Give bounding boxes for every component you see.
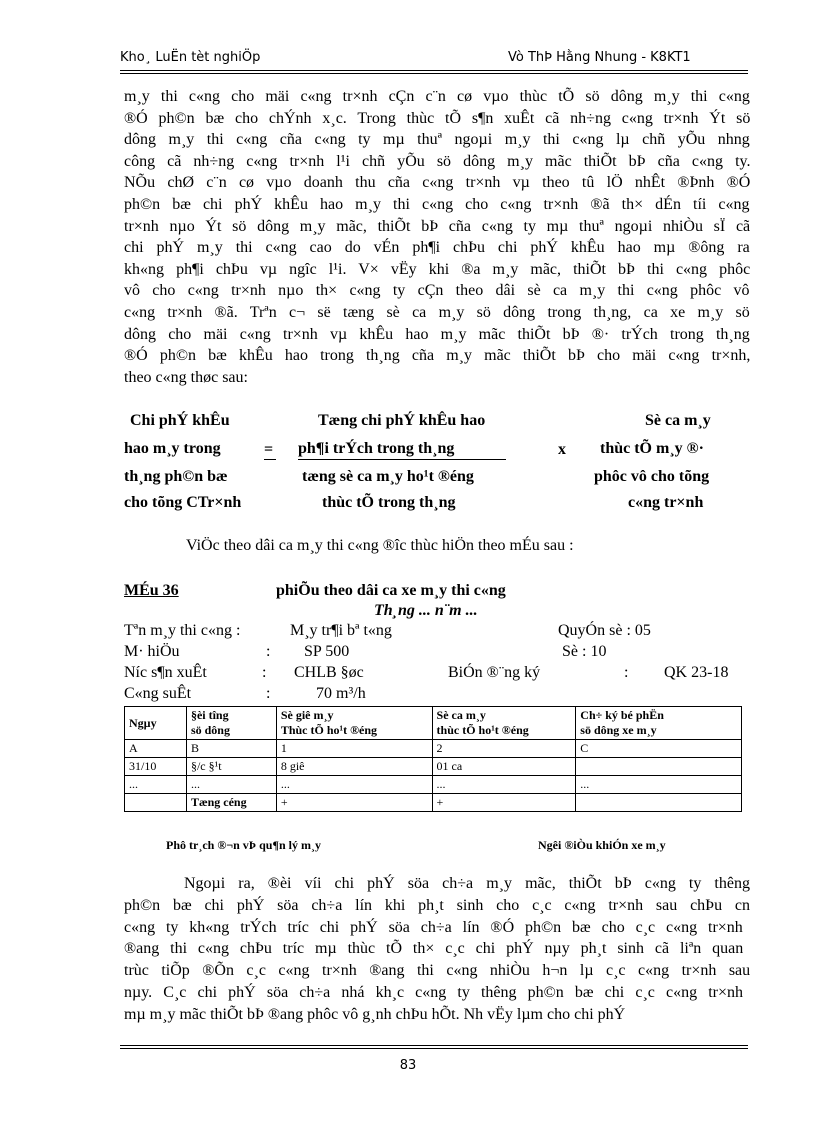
text-line: công cã nh÷ng c«ng tr×nh l¹i chñ yÕu sö dông m¸y mãc thiÕt bÞ cña c«ng ty.: [124, 152, 751, 170]
header-rule-2: [120, 73, 748, 74]
capacity-value: 70 m³/h: [316, 685, 366, 702]
formula-times: x: [558, 441, 566, 458]
table-cell: 01 ca: [432, 758, 576, 776]
text-line: theo c«ng thøc sau:: [124, 368, 248, 386]
book-number: QuyÓn sè : 05: [558, 622, 651, 639]
text-line: kh«ng ph¶i chÞu vµ ngîc l¹i. V× vËy khi ®a m¸y mãc, thiÕt bÞ thi c«ng phôc: [124, 260, 751, 278]
formula-left-line: hao m¸y trong: [124, 440, 221, 457]
origin-label: Níc s¶n xuÊt: [124, 664, 207, 681]
table-row: [125, 740, 742, 758]
table-cell: [576, 758, 742, 776]
signature-right: Ngêi ®iÒu khiÓn xe m¸y: [538, 838, 666, 852]
table-cell: Tæng céng: [186, 794, 276, 812]
table-cell: +: [432, 794, 576, 812]
text-line: ®Ó ph©n bæ khÊu hao trong th¸ng cña m¸y mãc thiÕt bÞ cho mäi c«ng tr×nh,: [124, 347, 751, 365]
formula-right-line: phôc vô cho tõng: [594, 468, 710, 485]
table-cell: ...: [125, 776, 187, 794]
table-cell: A: [125, 740, 187, 758]
formula-numerator: Tæng chi phÝ khÊu hao: [318, 412, 486, 429]
column-header: §èi tîng sö dông: [186, 707, 276, 740]
machine-log-table: [124, 706, 742, 812]
table-cell: +: [276, 794, 432, 812]
origin-value: CHLB §øc: [294, 664, 364, 681]
formula-left-line: Chi phÝ khÊu: [130, 412, 230, 429]
code-value: SP 500: [304, 643, 350, 660]
column-header: Ngµy: [125, 707, 187, 740]
equals-underline: [264, 459, 276, 460]
colon: :: [266, 643, 271, 660]
column-header: Sè giê m¸y Thùc tÕ ho¹t ®éng: [276, 707, 432, 740]
footer-rule-2: [120, 1048, 748, 1049]
text-line: ph©n bæ chi phÝ söa ch÷a lín khi ph¸t sinh cho c¸c c«ng tr×nh sau chÞu cn: [124, 896, 750, 914]
formula-numerator: ph¶i trÝch trong th¸ng: [298, 440, 455, 457]
text-line: ®ang thi c«ng chÞu tríc mµ thùc tÕ th× c¸c chi phÝ nµy ph¸t sinh cã liªn quan: [124, 940, 744, 958]
number: Sè : 10: [562, 643, 607, 660]
colon: :: [266, 685, 271, 702]
form-title: phiÕu theo dâi ca xe m¸y thi c«ng: [276, 582, 506, 599]
text-line: nµy. C¸c chi phÝ söa ch÷a nhá kh¸c c«ng ty thêng ph©n bæ chi c¸c c«ng tr×nh: [124, 983, 744, 1001]
table-cell: [576, 794, 742, 812]
plate-label: BiÓn ®¨ng ký: [448, 664, 541, 681]
table-cell: [125, 794, 187, 812]
text-line: trùc tiÕp ®Õn c¸c c«ng tr×nh ®ang thi c«ng nhiÒu h¬n lµ c¸c c«ng tr×nh sau: [124, 962, 751, 980]
page-number: 83: [399, 1058, 417, 1073]
table-cell: 31/10: [125, 758, 187, 776]
table-cell: 2: [432, 740, 576, 758]
table-cell: C: [576, 740, 742, 758]
table-cell: 8 giê: [276, 758, 432, 776]
table-cell: B: [186, 740, 276, 758]
footer-rule: [120, 1045, 748, 1046]
code-label: M· hiÖu: [124, 643, 180, 660]
formula-right-line: Sè ca m¸y: [645, 412, 711, 429]
table-header-row: [125, 707, 742, 740]
formula-equals: =: [264, 441, 274, 458]
text-line: mµ m¸y mãc thiÕt bÞ ®ang phôc vô g¸nh chÞu hÕt. Nh vËy lµm cho chi phÝ: [124, 1005, 626, 1023]
form-label: MÉu 36: [124, 582, 179, 599]
table-cell: 1: [276, 740, 432, 758]
text-line: dông cho mäi c«ng tr×nh vµ khÊu hao m¸y mãc thiÕt bÞ ®· trÝch trong th¸ng: [124, 325, 750, 343]
text-line: chi phÝ m¸y thi c«ng cao do vÉn ph¶i chÞu chi phÝ khÊu hao mµ ®ông ra: [124, 239, 750, 257]
body-paragraph-1: [124, 86, 750, 388]
header-left: Kho¸ LuËn tèt nghiÖp: [120, 50, 261, 65]
text-line: NÕu chØ c¨n cø vµo doanh thu cña c«ng tr×nh vµ theo tû lÖ nhÊt ®Þnh ®Ó: [124, 174, 751, 192]
text-line: vô cho c«ng tr×nh nµo th× c«ng ty cÇn theo dâi sè ca m¸y thi c«ng phôc vô: [124, 282, 750, 300]
fraction-bar: [298, 459, 506, 460]
formula-right-line: c«ng tr×nh: [628, 494, 704, 511]
colon: :: [262, 664, 267, 681]
column-header: Sè ca m¸y thùc tÕ ho¹t ®éng: [432, 707, 576, 740]
colon: :: [624, 664, 629, 681]
text-line: c«ng tr×nh ®ã. Trªn c¬ së tæng sè ca m¸y sö dông trong th¸ng, ca xe m¸y sö: [124, 303, 750, 321]
table-cell: ...: [276, 776, 432, 794]
table-row: [125, 758, 742, 776]
table-row: [125, 776, 742, 794]
formula-right-line: thùc tÕ m¸y ®·: [600, 440, 704, 457]
text-line: ®Ó ph©n bæ cho chÝnh x¸c. Trong thùc tÕ s¶n xuÊt cã nh÷ng c«ng tr×nh Ýt sö: [124, 109, 751, 127]
intro-line: ViÖc theo dâi ca m¸y thi c«ng ®îc thùc hiÖn theo mÉu sau :: [186, 537, 574, 554]
text-line: c«ng ty kh«ng trÝch tríc chi phÝ söa ch÷a lín ®Ó ph©n bæ cho c¸c c«ng tr×nh: [124, 918, 743, 936]
table-cell: ...: [432, 776, 576, 794]
table-row: [125, 794, 742, 812]
table-cell: ...: [576, 776, 742, 794]
header-rule: [120, 70, 748, 71]
header-right: Vò ThÞ Hằng Nhung - K8KT1: [508, 50, 691, 65]
form-subtitle: Th¸ng ... n¨m ...: [374, 602, 478, 619]
formula-left-line: cho tõng CTr×nh: [124, 494, 242, 511]
text-line: m¸y thi c«ng cho mäi c«ng tr×nh cÇn c¨n cø vµo thùc tÕ sö dông m¸y thi c«ng: [124, 88, 750, 105]
formula-denominator: thùc tÕ trong th¸ng: [322, 494, 456, 511]
capacity-label: C«ng suÊt: [124, 685, 192, 702]
body-paragraph-2: [124, 873, 750, 1026]
formula-denominator: tæng sè ca m¸y ho¹t ®éng: [302, 468, 474, 485]
signature-left: Phô tr¸ch ®¬n vÞ qu¶n lý m¸y: [166, 838, 321, 852]
text-line: tr×nh nµo Ýt sö dông m¸y mãc, thiÕt bÞ cña c«ng ty mµ thuª ngoµi nhiÒu sÏ cã: [124, 217, 751, 235]
plate-value: QK 23-18: [664, 664, 729, 681]
column-header: Ch÷ ký bé phËn sö dông xe m¸y: [576, 707, 742, 740]
table-cell: §/c §¹t: [186, 758, 276, 776]
table-cell: ...: [186, 776, 276, 794]
text-line: Ngoµi ra, ®èi víi chi phÝ söa ch÷a m¸y mãc, thiÕt bÞ c«ng ty thêng: [184, 875, 750, 892]
text-line: dông m¸y thi c«ng cña c«ng ty mµ thuª ngoµi m¸y thi c«ng lµ chñ yÕu nhng: [124, 131, 750, 149]
text-line: ph©n bæ chi phÝ khÊu hao m¸y thi c«ng cho c«ng tr×nh ®ã th× dÉn tíi c«ng: [124, 195, 750, 213]
formula-left-line: th¸ng ph©n bæ: [124, 468, 228, 485]
machine-name-value: M¸y tr¶i bª t«ng: [290, 622, 392, 639]
machine-name-label: Tªn m¸y thi c«ng :: [124, 622, 241, 639]
